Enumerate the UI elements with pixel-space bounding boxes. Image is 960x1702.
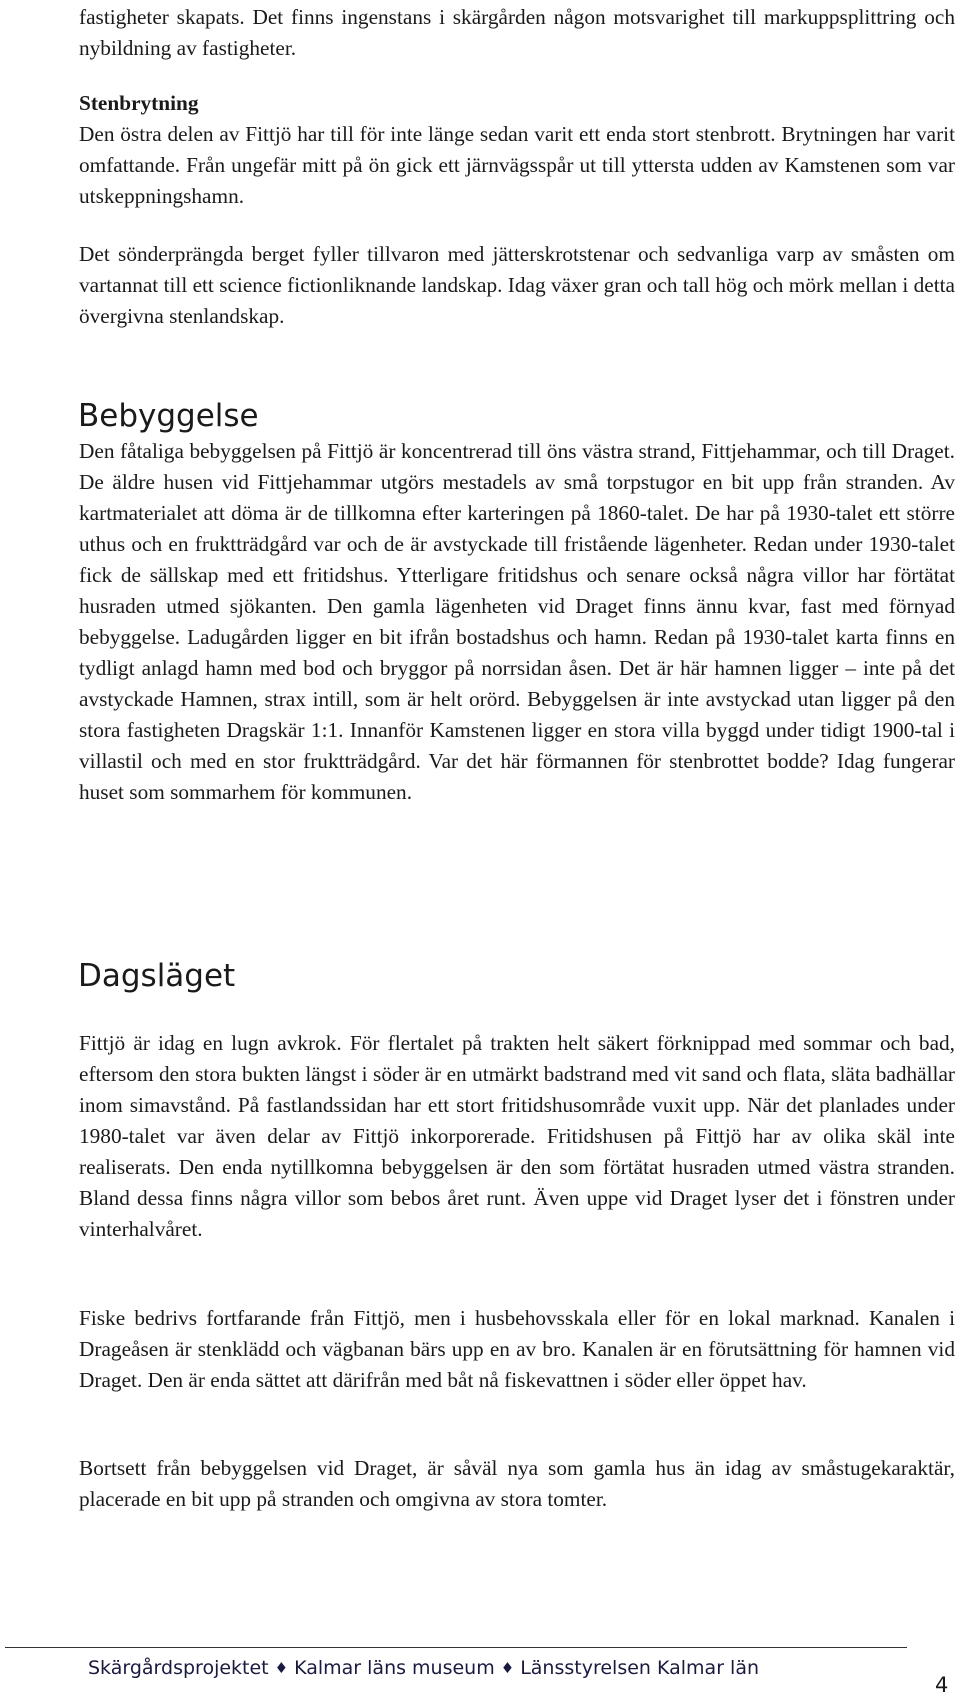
dagslaget-paragraph-1: Fittjö är idag en lugn avkrok. För flertalet på trakten helt säkert förknippad med sommar och bad, eftersom den stora bukten längst i söder är en utmärkt badstrand med vit sand och flata, släta badhällar inom simavstånd. På fastlandssidan har ett stort fritidshusområde vuxit upp. När det planlades under 1980-talet var även delar av Fittjö inkorporerade. Fritidshusen på Fittjö har av olika skäl inte realiserats. Den enda nytillkomna bebyggelsen är den som förtätat husraden utmed västra stranden. Bland dessa finns några villor som bebos året runt. Även uppe vid Draget lyser det i fönstren under vinterhalvåret. bbox=[79, 1031, 955, 1241]
stenbrytning-paragraph-2: Det sönderprängda berget fyller tillvaron med jätterskrotstenar och sedvanliga varp av småsten om vartannat till ett science fictionliknande landskap. Idag växer gran och tall hög och mörk mellan i detta övergivna stenlandskap. bbox=[79, 242, 955, 328]
dagslaget-paragraph-3: Bortsett från bebyggelsen vid Draget, är såväl nya som gamla hus än idag av småstugekaraktär, placerade en bit upp på stranden och omgivna av stora tomter. bbox=[79, 1456, 955, 1511]
stenbrytning-paragraph-1: Den östra delen av Fittjö har till för inte länge sedan varit ett enda stort stenbrott. Brytningen har varit omfattande. Från ungefär mitt på ön gick ett järnvägsspår ut till yttersta udden av Kamstenen som var utskeppningshamn. bbox=[79, 122, 955, 208]
bebyggelse-paragraph: Den fåtaliga bebyggelsen på Fittjö är koncentrerad till öns västra strand, Fittjehammar, och till Draget. De äldre husen vid Fittjehammar utgörs mestadels av små torpstugor en bit upp från stranden. Av kartmaterialet att döma är de tillkomna efter karteringen på 1860-talet. De har på 1930-talet ett större uthus och en fruktträdgård var och de är avstyckade till fristående lägenheter. Redan under 1930-talet fick de sällskap med ett fritidshus. Ytterligare fritidshus och senare också några villor har förtätat husraden utmed sjökanten. Den gamla lägenheten vid Draget finns ännu kvar, fast med förnyad bebyggelse. Ladugården ligger en bit ifrån bostadshus och hamn. Redan på 1930-talet karta finns en tydligt anlagd hamn med bod och bryggor på norrsidan åsen. Det är här hamnen ligger – inte på det avstyckade Hamnen, strax intill, som är helt orörd. Bebyggelsen är inte avstyckad utan ligger på den stora fastigheten Dragskär 1:1. Innanför Kamstenen ligger en stora villa byggd under tidigt 1900-tal i villastil och med en stor fruktträdgård. Var det här förmannen för stenbrottet bodde? Idag fungerar huset som sommarhem för kommunen. bbox=[79, 439, 955, 804]
diamond-icon: ♦ bbox=[274, 1659, 289, 1677]
dagslaget-heading: Dagsläget bbox=[78, 958, 236, 994]
intro-paragraph: fastigheter skapats. Det finns ingenstans i skärgården någon motsvarighet till markuppsplittring och nybildning av fastigheter. bbox=[79, 5, 955, 60]
footer-item-skargardsprojektet: Skärgårdsprojektet bbox=[88, 1657, 269, 1679]
footer-item-museum: Kalmar läns museum bbox=[294, 1657, 495, 1679]
footer-item-lansstyrelsen: Länsstyrelsen Kalmar län bbox=[520, 1657, 760, 1679]
footer bbox=[88, 1655, 759, 1681]
stenbrytning-heading: Stenbrytning bbox=[79, 91, 199, 115]
dagslaget-paragraph-2: Fiske bedrivs fortfarande från Fittjö, men i husbehovsskala eller för en lokal marknad. Kanalen i Drageåsen är stenklädd och vägbanan bärs upp en av bro. Kanalen är en förutsättning för hamnen vid Draget. Den är enda sättet att därifrån med båt nå fiskevattnen i söder eller öppet hav. bbox=[79, 1306, 955, 1392]
bebyggelse-heading: Bebyggelse bbox=[78, 398, 259, 434]
page-number: 4 bbox=[935, 1673, 949, 1697]
footer-rule bbox=[5, 1647, 907, 1648]
diamond-icon: ♦ bbox=[500, 1659, 515, 1677]
